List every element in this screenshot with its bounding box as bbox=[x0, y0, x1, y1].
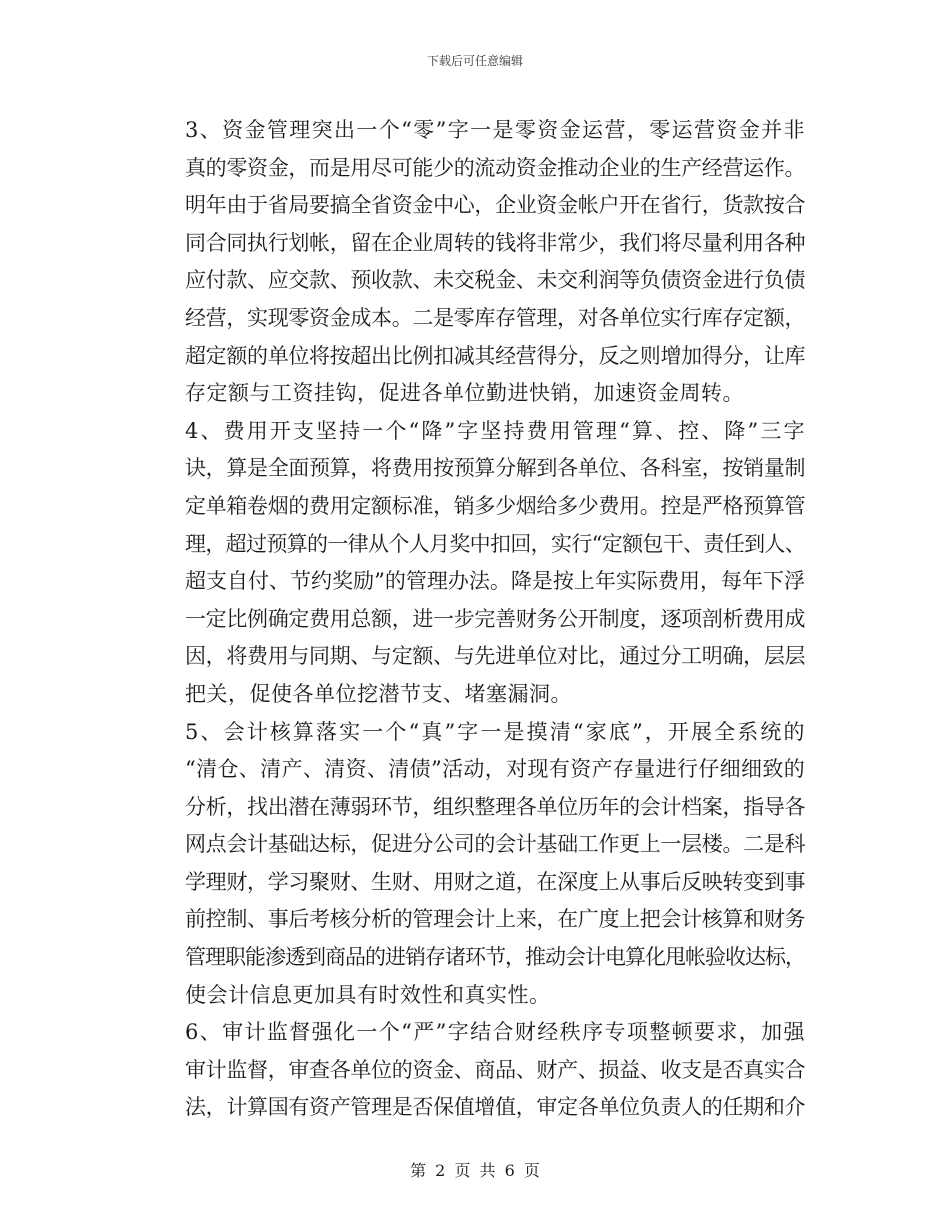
text-line: 6、审计监督强化一个“严”字结合财经秩序专项整顿要求，加强 bbox=[185, 1020, 805, 1045]
text-line: 法，计算国有资产管理是否保值增值，审定各单位负责人的任期和介 bbox=[185, 1095, 805, 1120]
text-line: 真的零资金，而是用尽可能少的流动资金推动企业的生产经营运作。 bbox=[185, 155, 805, 180]
text-line: 明年由于省局要搞全省资金中心，企业资金帐户开在省行，货款按合 bbox=[185, 193, 805, 218]
text-line: 超支自付、节约奖励”的管理办法。降是按上年实际费用，每年下浮 bbox=[185, 569, 805, 594]
text-line: 超定额的单位将按超出比例扣减其经营得分，反之则增加得分，让库 bbox=[185, 343, 805, 368]
text-line: 审计监督，审查各单位的资金、商品、财产、损益、收支是否真实合 bbox=[185, 1057, 805, 1082]
text-line: 因，将费用与同期、与定额、与先进单位对比，通过分工明确，层层 bbox=[185, 644, 805, 669]
text-line: 学理财，学习聚财、生财、用财之道，在深度上从事后反映转变到事 bbox=[185, 869, 805, 894]
paragraph-3 bbox=[143, 112, 805, 413]
text-line: 理，超过预算的一律从个人月奖中扣回，实行“定额包干、责任到人、 bbox=[185, 531, 805, 556]
text-line: 同合同执行划帐，留在企业周转的钱将非常少，我们将尽量利用各种 bbox=[185, 230, 805, 255]
paragraph-6 bbox=[143, 1014, 805, 1127]
text-line: 使会计信息更加具有时效性和真实性。 bbox=[185, 982, 551, 1007]
text-line: 应付款、应交款、预收款、未交税金、未交利润等负债资金进行负债 bbox=[185, 268, 805, 293]
text-line: 把关，促使各单位挖潜节支、堵塞漏洞。 bbox=[185, 681, 572, 706]
text-line: 诀，算是全面预算，将费用按预算分解到各单位、各科室，按销量制 bbox=[185, 456, 805, 481]
text-line: 前控制、事后考核分析的管理会计上来，在广度上把会计核算和财务 bbox=[185, 907, 805, 932]
page-number-footer: 第 2 页 共 6 页 bbox=[410, 1161, 540, 1180]
text-line: 管理职能渗透到商品的进销存诸环节，推动会计电算化甩帐验收达标， bbox=[185, 945, 805, 970]
text-line: 3、资金管理突出一个“零”字一是零资金运营，零运营资金并非 bbox=[185, 118, 805, 142]
text-line: 一定比例确定费用总额，进一步完善财务公开制度，逐项剖析费用成 bbox=[185, 606, 805, 631]
text-line: 定单箱卷烟的费用定额标准，销多少烟给多少费用。控是严格预算管 bbox=[185, 493, 805, 518]
page-header: 下载后可任意编辑 bbox=[426, 54, 523, 68]
text-line: 网点会计基础达标，促进分公司的会计基础工作更上一层楼。二是科 bbox=[185, 832, 805, 857]
text-line: 经营，实现零资金成本。二是零库存管理，对各单位实行库存定额， bbox=[185, 305, 805, 330]
paragraph-4 bbox=[143, 413, 805, 714]
text-line: “清仓、清产、清资、清债”活动，对现有资产存量进行仔细细致的 bbox=[185, 757, 805, 782]
paragraph-5 bbox=[143, 714, 805, 1015]
document-body bbox=[143, 112, 805, 1127]
text-line: 4、费用开支坚持一个“降”字坚持费用管理“算、控、降”三字 bbox=[185, 418, 805, 443]
text-line: 5、会计核算落实一个“真”字一是摸清“家底”，开展全系统的 bbox=[185, 719, 805, 744]
text-line: 分析，找出潜在薄弱环节，组织整理各单位历年的会计档案，指导各 bbox=[185, 794, 805, 819]
text-line: 存定额与工资挂钩，促进各单位勤进快销，加速资金周转。 bbox=[185, 381, 744, 406]
